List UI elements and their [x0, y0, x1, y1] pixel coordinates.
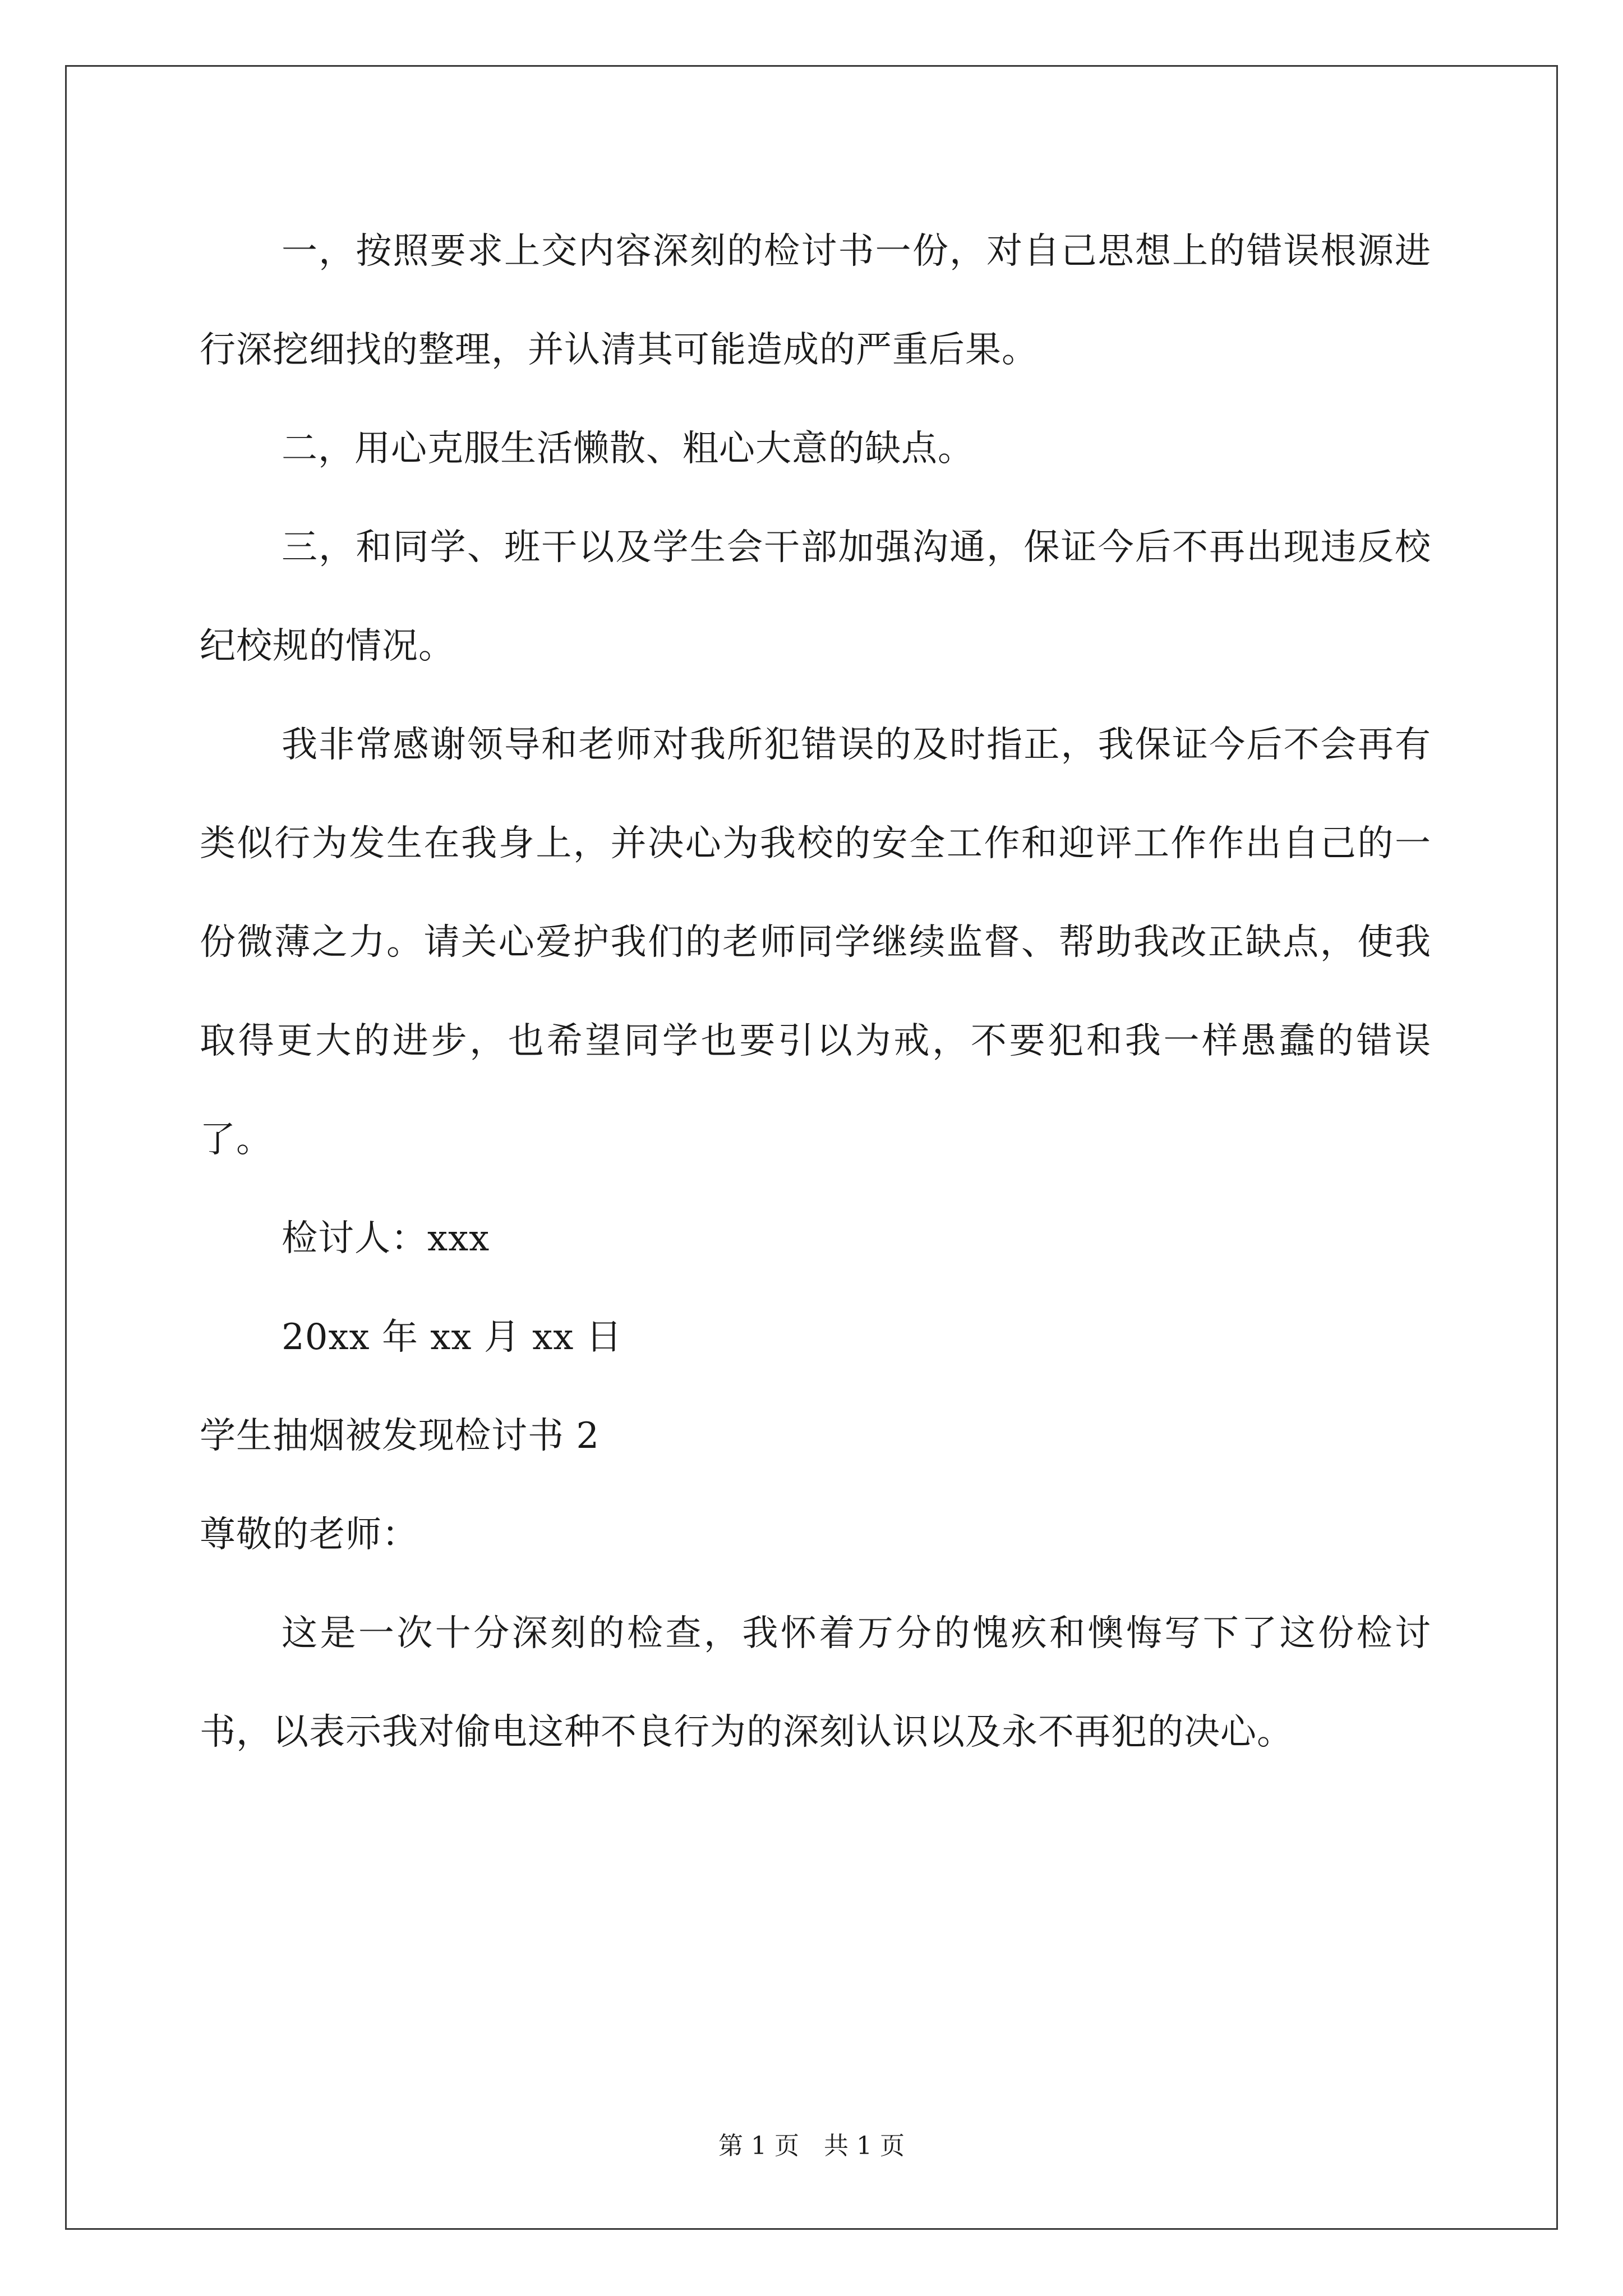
document-body	[200, 202, 1431, 1782]
paragraph-opening: 这是一次十分深刻的检查，我怀着万分的愧疚和懊悔写下了这份检讨书，以表示我对偷电这种不良行为的深刻认识以及永不再犯的决心。	[200, 1613, 1431, 1753]
salutation: 尊敬的老师：	[200, 1514, 418, 1556]
paragraph-gratitude: 我非常感谢领导和老师对我所犯错误的及时指正，我保证今后不会再有类似行为发生在我身上，并决心为我校的安全工作和迎评工作作出自己的一份微薄之力。请关心爱护我们的老师同学继续监督、帮助我改正缺点，使我取得更大的进步，也希望同学也要引以为戒，不要犯和我一样愚蠢的错误了。	[200, 724, 1431, 1161]
page-number: 第 1 页 共 1 页	[718, 2132, 905, 2160]
paragraph-item-1: 一，按照要求上交内容深刻的检讨书一份，对自己思想上的错误根源进行深挖细找的整理，并认清其可能造成的严重后果。	[200, 231, 1431, 371]
signature-line: 检讨人：xxx	[282, 1218, 490, 1259]
section-title: 学生抽烟被发现检讨书 2	[200, 1415, 600, 1457]
page-footer	[0, 2129, 1623, 2163]
paragraph-item-3: 三，和同学、班干以及学生会干部加强沟通，保证今后不再出现违反校纪校规的情况。	[200, 527, 1431, 667]
date-line: 20xx 年 xx 月 xx 日	[282, 1317, 623, 1358]
paragraph-item-2: 二，用心克服生活懒散、粗心大意的缺点。	[282, 428, 974, 470]
